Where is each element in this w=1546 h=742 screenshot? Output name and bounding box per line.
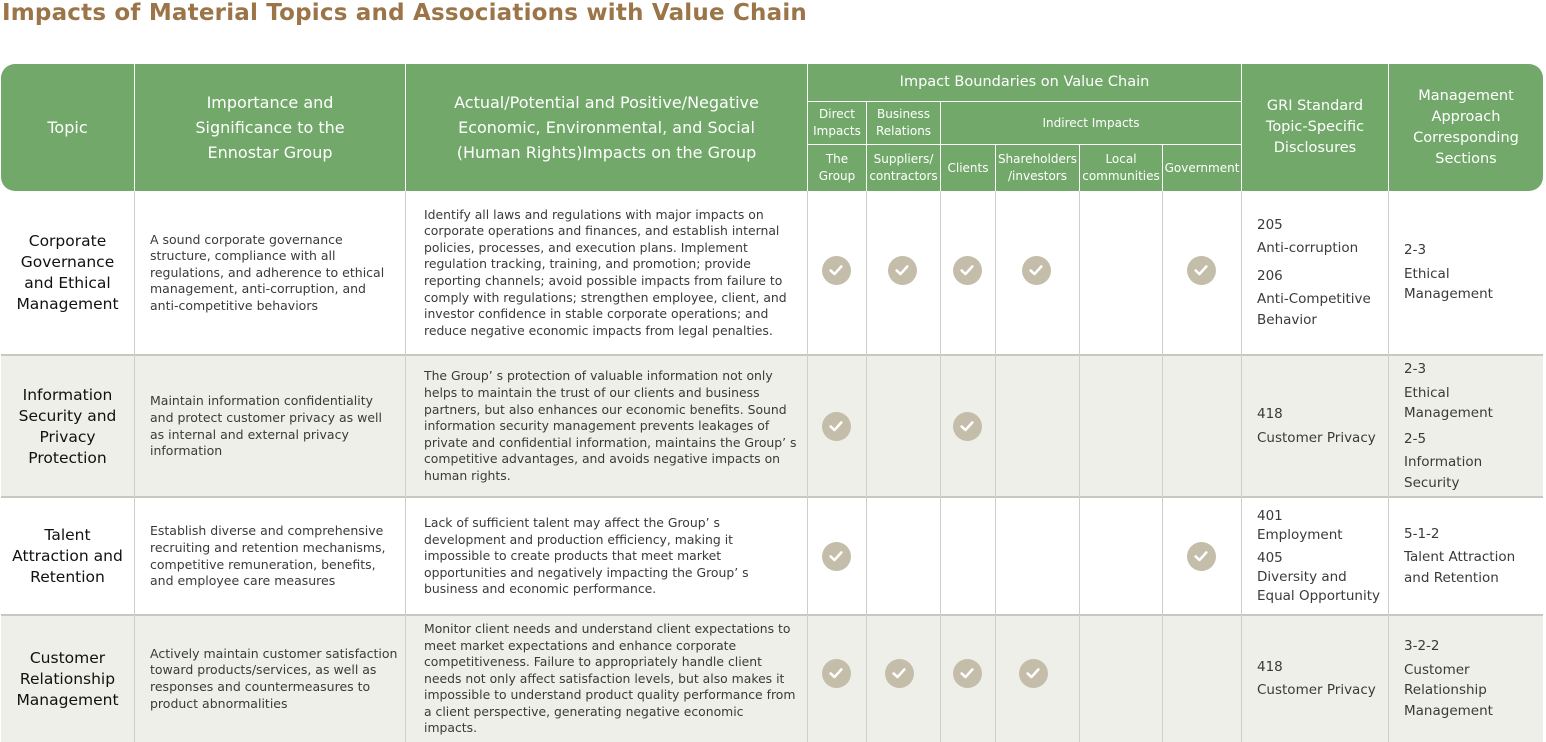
header-indirect-impacts: Indirect Impacts <box>1042 115 1140 130</box>
gri-item: 418 <box>1257 406 1283 422</box>
row-impact: Lack of sufficient talent may affect the Group’ s development and production efficiency, making it impossible to create products that meet market opportunities and negatively impacting the Group’ s business and economic performance. <box>424 515 749 597</box>
header-divider <box>405 64 406 191</box>
table-header <box>1 64 1543 191</box>
header-col-the-group: The Group <box>818 152 856 183</box>
header-divider <box>1079 145 1080 191</box>
check-icon <box>1022 256 1051 285</box>
column-divider <box>1388 191 1389 742</box>
header-col-local-communities: Local communities <box>1082 152 1160 183</box>
row-impact: The Group’ s protection of valuable information not only helps to maintain the trust of our clients and business partners, but also enhances our economic benefits. Sound information security management prevents leakages of private and confidential information, maintains the Group’ s competitive advantages, and avoids negative impacts on human rights. <box>424 368 797 483</box>
management-item: Ethical Management <box>1404 384 1493 421</box>
row-topic: Talent Attraction and Retention <box>12 526 123 586</box>
header-divider <box>807 101 1241 102</box>
check-icon <box>822 542 851 571</box>
check-icon <box>1187 256 1216 285</box>
check-icon <box>822 256 851 285</box>
management-item: Information Security <box>1404 454 1483 491</box>
header-divider <box>1388 64 1389 191</box>
column-divider <box>405 191 406 742</box>
management-item: Customer Relationship Management <box>1404 661 1493 719</box>
header-divider <box>134 64 135 191</box>
gri-item: Customer Privacy <box>1257 682 1376 698</box>
row-management <box>1404 616 1540 742</box>
column-divider <box>1162 191 1163 742</box>
header-col-shareholders: Shareholders /investors <box>997 152 1078 183</box>
row-management <box>1404 191 1540 355</box>
row-gri <box>1257 616 1383 742</box>
header-divider <box>940 101 941 191</box>
row-importance: A sound corporate governance structure, compliance with all regulations, and adherence to ethical management, anti-corruption, and anti-competitive behaviors <box>150 231 385 313</box>
header-divider <box>1162 145 1163 191</box>
header-divider <box>807 144 1241 145</box>
row-management <box>1404 356 1540 497</box>
header-importance: Importance and Significance to the Ennostar Group <box>195 93 345 162</box>
row-importance: Establish diverse and comprehensive recruiting and retention mechanisms, competitive remuneration, benefits, and employee care measures <box>150 523 386 589</box>
header-direct-impacts: Direct Impacts <box>813 107 861 138</box>
check-icon <box>953 412 982 441</box>
gri-item: Anti-Competitive Behavior <box>1257 291 1371 328</box>
check-icon <box>822 659 851 688</box>
header-divider <box>995 145 996 191</box>
column-divider <box>134 191 135 742</box>
header-business-relations: Business Relations <box>875 107 932 138</box>
management-item: 2-5 <box>1404 430 1427 447</box>
check-icon <box>822 412 851 441</box>
check-icon <box>1187 542 1216 571</box>
management-item: 2-3 <box>1404 242 1427 259</box>
gri-item: Diversity and Equal Opportunity <box>1257 569 1380 604</box>
column-divider <box>807 191 808 742</box>
management-item: 2-3 <box>1404 361 1427 377</box>
header-divider <box>1241 64 1242 191</box>
gri-item: 405 <box>1257 550 1283 566</box>
row-topic: Information Security and Privacy Protection <box>18 385 117 467</box>
header-col-suppliers: Suppliers/ contractors <box>869 152 938 183</box>
gri-item: 418 <box>1257 658 1283 675</box>
row-gri <box>1257 191 1383 355</box>
header-management: Management Approach Corresponding Sections <box>1413 87 1519 167</box>
gri-item: 401 <box>1257 508 1283 524</box>
gri-item: Anti-corruption <box>1257 240 1359 257</box>
header-col-clients: Clients <box>947 160 989 175</box>
column-divider <box>940 191 941 742</box>
page-title: Impacts of Material Topics and Associations with Value Chain <box>2 0 808 26</box>
row-impact: Monitor client needs and understand client expectations to meet market expectations and enhance corporate competitiveness. Failure to appropriately handle client needs not only affect satisfaction levels, but also makes it impossible to understand product quality performance from a client perspective, generating negative economic impacts. <box>424 620 796 736</box>
check-icon <box>885 659 914 688</box>
column-divider <box>995 191 996 742</box>
header-impacts: Actual/Potential and Positive/Negative Economic, Environmental, and Social (Human Rights)Impacts on the Group <box>454 93 759 162</box>
row-topic: Customer Relationship Management <box>16 648 119 709</box>
management-item: 3-2-2 <box>1404 638 1440 654</box>
management-item: 5-1-2 <box>1404 525 1440 542</box>
header-boundaries: Impact Boundaries on Value Chain <box>899 74 1150 90</box>
management-item: Talent Attraction and Retention <box>1404 549 1516 586</box>
row-gri <box>1257 498 1383 615</box>
gri-item: Employment <box>1257 527 1343 543</box>
row-impact: Identify all laws and regulations with major impacts on corporate operations and finances, and establish internal policies, processes, and execution plans. Implement regulation tracking, training, and promotion; provide reporting channels; avoid possible impacts from failure to comply with regulations; strengthen employee, client, and investor confidence in stable corporate operations; and reduce negative economic impacts from legal penalties. <box>424 206 787 338</box>
check-icon <box>888 256 917 285</box>
check-icon <box>953 659 982 688</box>
header-gri: GRI Standard Topic-Specific Disclosures <box>1265 98 1365 156</box>
header-topic: Topic <box>47 118 88 137</box>
row-importance: Maintain information confidentiality and protect customer privacy as well as internal and external privacy information <box>150 393 382 459</box>
row-topic: Corporate Governance and Ethical Management <box>16 232 119 313</box>
gri-item: Customer Privacy <box>1257 429 1376 446</box>
gri-item: 205 <box>1257 216 1283 233</box>
management-item: Ethical Management <box>1404 265 1493 303</box>
row-management <box>1404 498 1540 615</box>
column-divider <box>1241 191 1242 742</box>
gri-item: 206 <box>1257 267 1283 284</box>
check-icon <box>953 256 982 285</box>
row-gri <box>1257 356 1383 497</box>
header-col-government: Government <box>1164 160 1240 175</box>
check-icon <box>1019 659 1048 688</box>
column-divider <box>1079 191 1080 742</box>
header-divider <box>807 64 808 191</box>
row-importance: Actively maintain customer satisfaction toward products/services, as well as responses and countermeasures to product abnormalities <box>150 645 398 711</box>
column-divider <box>866 191 867 742</box>
header-divider <box>866 101 867 191</box>
